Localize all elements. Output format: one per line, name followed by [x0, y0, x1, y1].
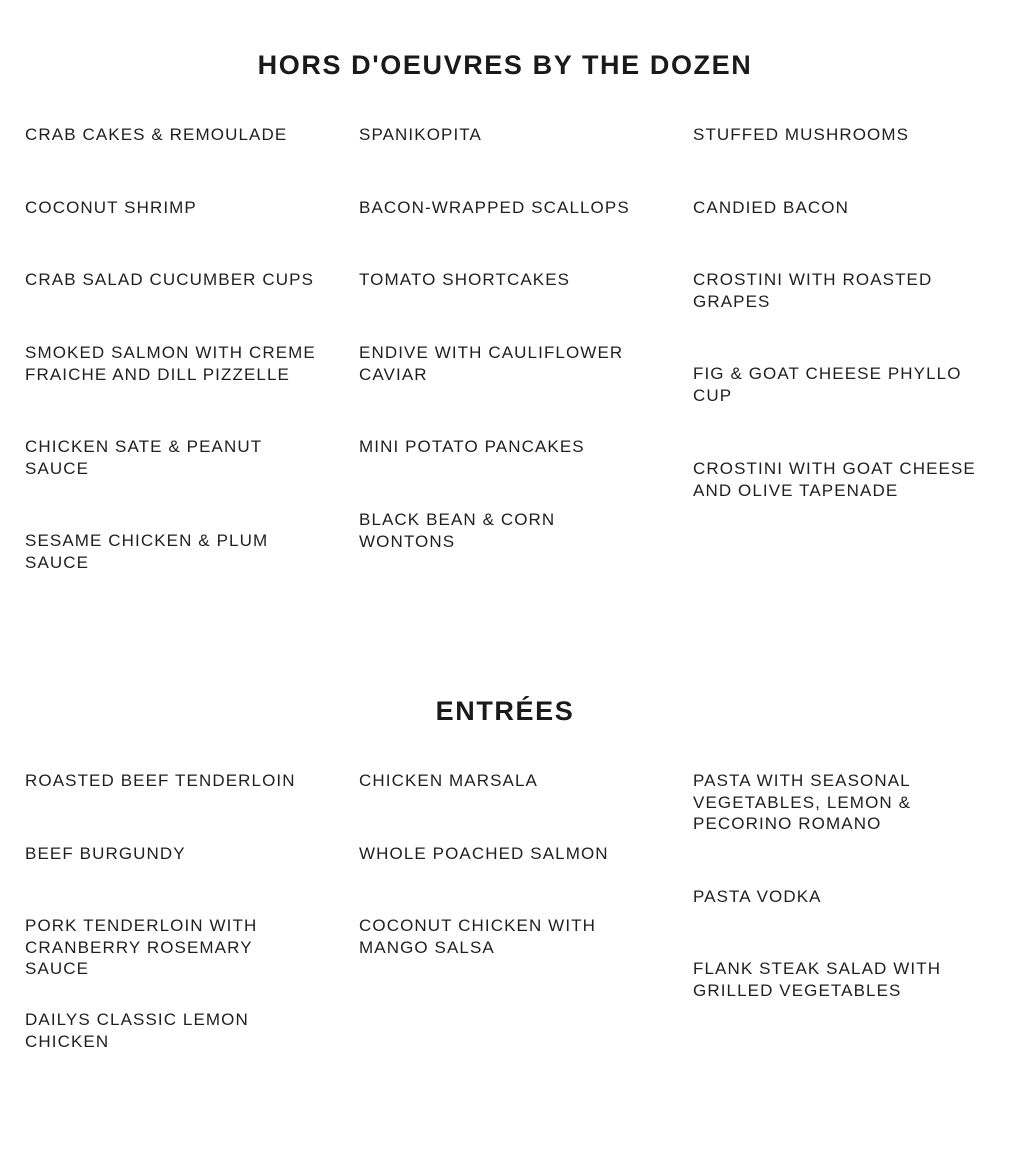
menu-item: COCONUT SHRIMP — [25, 198, 197, 217]
menu-item: MINI POTATO PANCAKES — [359, 437, 585, 456]
menu-item: CANDIED BACON — [693, 198, 849, 217]
menu-item: PASTA WITH SEASONAL VEGETABLES, LEMON & PECORINO ROMANO — [693, 771, 912, 833]
menu-item: COCONUT CHICKEN WITH MANGO SALSA — [359, 916, 597, 957]
menu-item: BEEF BURGUNDY — [25, 844, 186, 863]
menu-item: PASTA VODKA — [693, 887, 822, 906]
menu-item: SPANIKOPITA — [359, 125, 482, 144]
menu-item: FIG & GOAT CHEESE PHYLLO CUP — [693, 364, 962, 405]
menu-item: CHICKEN SATE & PEANUT SAUCE — [25, 437, 262, 478]
menu-item: WHOLE POACHED SALMON — [359, 844, 609, 863]
section-title-entrees: ENTRÉES — [435, 696, 575, 726]
menu-item: SESAME CHICKEN & PLUM SAUCE — [25, 531, 269, 572]
menu-item: DAILYS CLASSIC LEMON CHICKEN — [25, 1010, 249, 1051]
menu-item: PORK TENDERLOIN WITH CRANBERRY ROSEMARY SAUCE — [25, 916, 258, 978]
menu-item: BLACK BEAN & CORN WONTONS — [359, 510, 556, 551]
section-title-hors-doeuvres: HORS D'OEUVRES BY THE DOZEN — [257, 50, 753, 80]
menu-item: FLANK STEAK SALAD WITH GRILLED VEGETABLES — [693, 959, 942, 1000]
menu-item: STUFFED MUSHROOMS — [693, 125, 910, 144]
menu-item: CRAB SALAD CUCUMBER CUPS — [25, 270, 315, 289]
menu-item: CHICKEN MARSALA — [359, 771, 538, 790]
menu-item: CROSTINI WITH ROASTED GRAPES — [693, 270, 933, 311]
menu-item: ENDIVE WITH CAULIFLOWER CAVIAR — [359, 343, 624, 384]
menu-item: ROASTED BEEF TENDERLOIN — [25, 771, 296, 790]
menu-item: BACON-WRAPPED SCALLOPS — [359, 198, 630, 217]
menu-item: CROSTINI WITH GOAT CHEESE AND OLIVE TAPENADE — [693, 459, 976, 500]
menu-item: TOMATO SHORTCAKES — [359, 270, 571, 289]
menu-item: SMOKED SALMON WITH CREME FRAICHE AND DILL PIZZELLE — [25, 343, 316, 384]
menu-item: CRAB CAKES & REMOULADE — [25, 125, 288, 144]
